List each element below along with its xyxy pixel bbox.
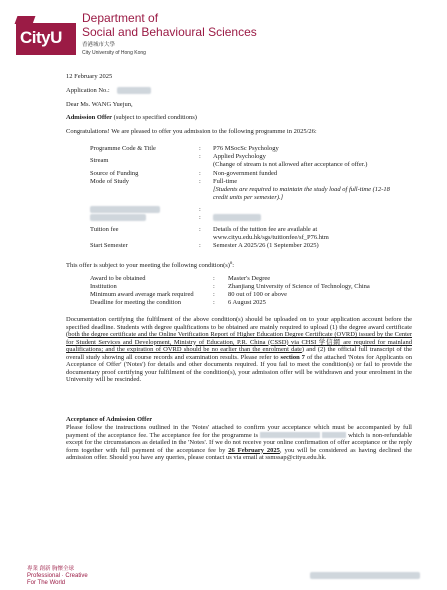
stream-value: Applied Psychology — [213, 153, 266, 160]
institution-label: Institution — [90, 283, 117, 290]
subject-rest: (subject to specified conditions) — [112, 114, 197, 121]
deadline-label: Deadline for meeting the condition — [90, 299, 181, 306]
funding-label: Source of Funding — [90, 170, 139, 177]
colon: : — [199, 206, 201, 213]
conditions-sup: # — [229, 260, 233, 265]
department-line-2: Social and Behavioural Sciences — [82, 25, 257, 39]
stream-label: Stream — [90, 157, 109, 164]
footer-motto-line-2: For The World — [27, 580, 66, 586]
redacted-fee — [260, 432, 320, 438]
acceptance-deadline: 26 February 2025 — [228, 446, 280, 454]
programme-code-value: P76 MSocSc Psychology — [213, 145, 279, 152]
letter-date: 12 February 2025 — [66, 73, 113, 80]
redacted-label — [90, 214, 146, 221]
documentation-text-1: Documentation certifying the fulfilment of the above condition(s) should be uploaded on to your application account before the specified deadline. Students with degree qualifications to be obtained are mainly required to upload (1) the degree award certificate ( — [66, 316, 412, 338]
conditions-colon: : — [232, 262, 235, 270]
documentation-paragraph — [66, 316, 412, 384]
colon: : — [213, 283, 215, 290]
min-mark-value: 80 out of 100 or above — [228, 291, 288, 298]
award-label: Award to be obtained — [90, 275, 146, 282]
logo-text: CityU — [20, 28, 62, 47]
tuition-value: Details of the tuition fee are available at — [213, 226, 318, 233]
colon: : — [213, 299, 215, 306]
redacted-fee-2 — [322, 432, 346, 438]
acceptance-text-3: , you will be considered as having declined the admission offer. Should you have any queries, please contact us via email at ssmssap@cityu.edu.hk. — [66, 446, 413, 461]
colon: : — [213, 291, 215, 298]
min-mark-label: Minimum award average mark required — [90, 291, 194, 298]
programme-code-label: Programme Code & Title — [90, 145, 156, 152]
colon: : — [199, 145, 201, 152]
cityu-logo — [16, 23, 76, 55]
redacted-label — [90, 206, 160, 213]
start-semester-label: Start Semester — [90, 242, 128, 249]
subject-bold: Admission Offer — [66, 114, 113, 121]
colon: : — [213, 275, 215, 282]
department-line-1: Department of — [82, 11, 159, 25]
colon: : — [199, 214, 201, 221]
award-value: Master's Degree — [228, 275, 271, 282]
tuition-link[interactable]: www.cityu.edu.hk/sgs/tuitionfee/sf_P76.htm — [213, 234, 329, 241]
acceptance-text-2: which is non-refundable except for the circumstances as detailed in the 'Notes'. If we do not receive your online confirmation of offer acceptance or the reply form together with full payment of the acceptance fee by — [66, 431, 413, 454]
acceptance-text-1: Please follow the instructions outlined in the 'Notes' attached to confirm your acceptance which must be accompanied by full payment of the acceptance fee. The acceptance fee for the programme is — [66, 424, 412, 439]
tuition-label: Tuition fee — [90, 226, 119, 233]
documentation-text-2: ) and (2) the official full transcript of the overall study showing all course records and examination results. Please refer to — [66, 346, 412, 361]
university-name-chinese: 香港城市大學 — [82, 42, 116, 48]
colon: : — [199, 226, 201, 233]
application-number-label: Application No.: — [66, 87, 110, 94]
stream-note: (Change of stream is not allowed after acceptance of offer.) — [213, 161, 368, 168]
documentation-text-3: of the attached 'Notes for Applicants on Acceptance of Offer' ('Notes') for details and other documents required. If you fail to meet the condition(s) or fail to provide the documentary proof certifying your fulfilment of the condition(s), your admission offer will be withdrawn and your enrolment in the University will be rescinded. — [66, 353, 412, 383]
start-semester-value: Semester A 2025/26 (1 September 2025) — [213, 242, 319, 249]
funding-value: Non-government funded — [213, 170, 278, 177]
conditions-intro-text: This offer is subject to your meeting the following condition(s) — [66, 262, 230, 270]
colon: : — [199, 153, 201, 160]
salutation: Dear Ms. WANG Yuejun, — [66, 101, 133, 108]
redacted-value — [213, 214, 261, 221]
redacted-footer — [310, 572, 420, 579]
conditions-intro — [66, 259, 234, 270]
colon: : — [199, 170, 201, 177]
redacted-application-number — [117, 87, 151, 94]
mode-label: Mode of Study — [90, 178, 129, 185]
documentation-underlined: both the degree certificate and the Online Verification Report of Higher Education Degree Certificate (OVRD) issued by the Center for Student Services and Development, Ministry of Education, P.R. China (CSSD) via CHSI 学信網 are required for mainland qualifications; and the expiration of OVRD should be no earlier than the enrolment date — [66, 331, 412, 353]
university-name-english: City University of Hong Kong — [82, 50, 146, 56]
colon: : — [199, 242, 201, 249]
mode-note: [Students are required to maintain the study load of full-time (12-18 credit units per semester).] — [213, 186, 390, 201]
documentation-section-ref: section 7 — [280, 353, 305, 361]
acceptance-paragraph — [66, 424, 412, 462]
subject-line — [66, 114, 197, 122]
footer-chinese-motto: 專業 創新 胸懷全球 — [27, 566, 75, 572]
intro-text: Congratulations! We are pleased to offer you admission to the following programme in 2025/26: — [66, 128, 317, 135]
colon: : — [199, 178, 201, 185]
institution-value: Zhanjiang University of Science of Technology, China — [228, 283, 370, 290]
acceptance-heading: Acceptance of Admission Offer — [66, 416, 153, 423]
mode-value: Full-time — [213, 178, 238, 185]
footer-motto-line-1: Professional · Creative — [27, 573, 88, 579]
deadline-value: 6 August 2025 — [228, 299, 266, 306]
